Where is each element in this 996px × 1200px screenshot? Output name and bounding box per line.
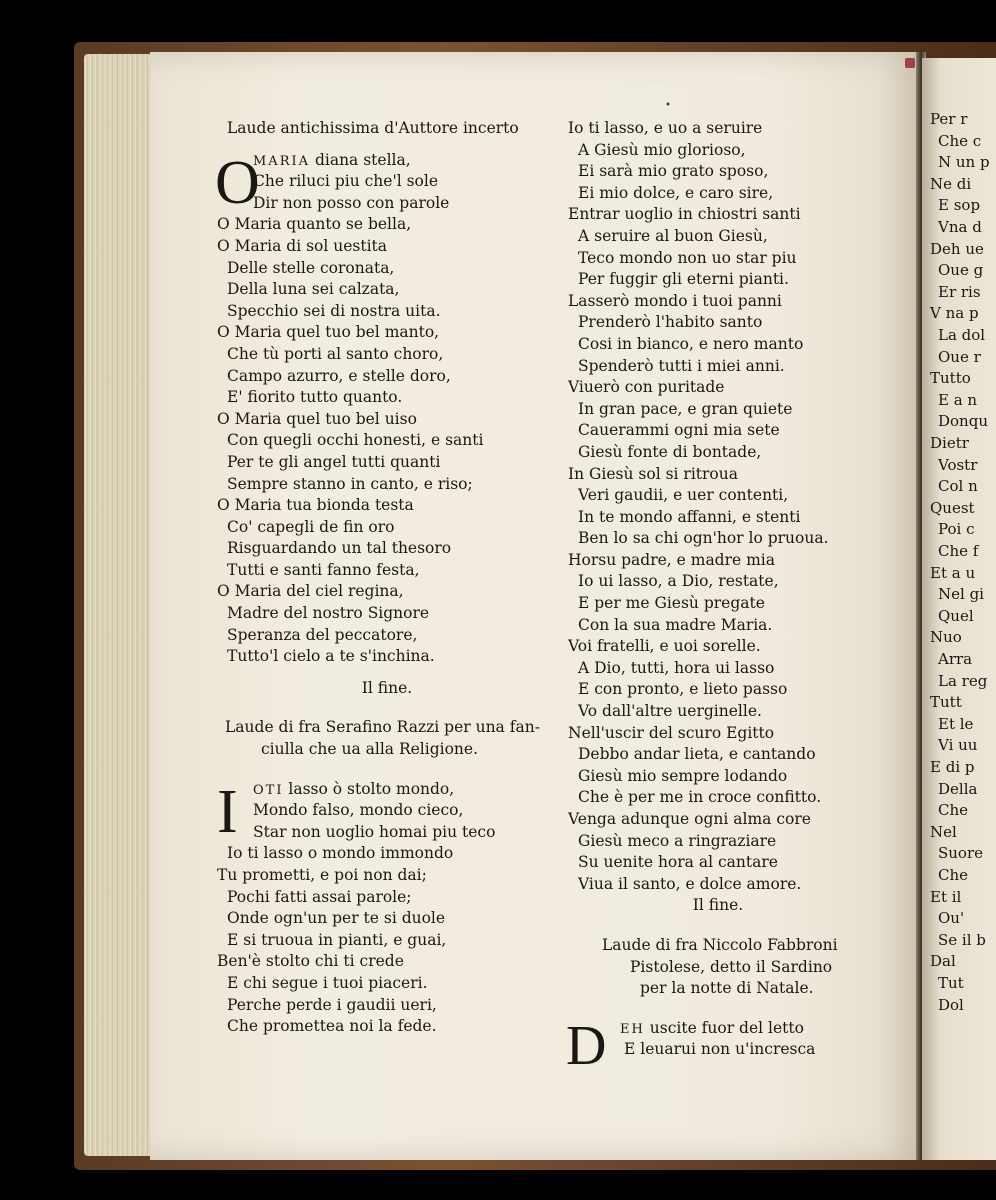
poem-line: Tu prometti, e poi non dai; — [217, 866, 427, 884]
poem-line: Vo dall'altre uerginelle. — [578, 702, 762, 721]
small-caps-word: EH — [620, 1021, 645, 1037]
poem-line: Dir non posso con parole — [253, 193, 450, 212]
poem-line: Io ti lasso o mondo immondo — [227, 844, 454, 863]
poem-line: O Maria tua bionda testa — [217, 496, 414, 515]
poem-line: Giesù meco a ringraziare — [578, 831, 777, 850]
poem-line: Prenderò l'habito santo — [578, 313, 763, 332]
poem-line: Tutti e santi fanno festa, — [227, 560, 420, 579]
poem-line: In te mondo affanni, e stenti — [578, 507, 801, 526]
poem-line: Pochi fatti assai parole; — [227, 887, 412, 906]
poem-line-text: uscite fuor del letto — [649, 1018, 804, 1037]
poem-heading: Laude antichissima d'Auttore incerto — [227, 119, 519, 137]
poem-heading: Laude di fra Niccolo Fabbroni — [602, 935, 838, 954]
poem-line: Nell'uscir del scuro Egitto — [568, 723, 775, 742]
poem-line: Lasserò mondo i tuoi panni — [568, 291, 782, 310]
facing-page-line: Che — [938, 866, 969, 884]
poem-line: Veri gaudii, e uer contenti, — [578, 486, 789, 505]
poem-line: A Dio, tutti, hora ui lasso — [578, 658, 775, 677]
poem-line: E per me Giesù pregate — [578, 594, 765, 613]
poem-line: Giesù fonte di bontade, — [578, 442, 762, 461]
poem-line: Con quegli occhi honesti, e santi — [227, 431, 484, 450]
poem-opening — [217, 779, 562, 844]
poem-line: Spenderò tutti i miei anni. — [578, 356, 785, 375]
poem-line-text: lasso ò stolto mondo, — [288, 779, 455, 798]
poem-line: Ben'è stolto chi ti crede — [217, 952, 404, 971]
poem-line: Che è per me in croce confitto. — [578, 788, 822, 807]
poem-heading: ciulla che ua alla Religione. — [261, 740, 478, 759]
poem-line: Che tù porti al santo choro, — [227, 344, 444, 363]
facing-page-line: Nel — [930, 822, 957, 841]
poem-line: Risguardando un tal thesoro — [227, 539, 452, 558]
poem-line: Io ti lasso, e uo a seruire — [568, 119, 763, 137]
poem-line: Co' capegli de fin oro — [227, 517, 395, 536]
poem-line: E con pronto, e lieto passo — [578, 680, 788, 699]
facing-page-line: Nuo — [930, 628, 962, 647]
poem-heading: Pistolese, detto il Sardino — [630, 957, 833, 976]
facing-page-line: Et a u — [930, 563, 976, 582]
facing-page-line: Oue g — [938, 261, 984, 280]
facing-page-line: Col n — [938, 477, 978, 496]
facing-page-line: Della — [938, 779, 978, 798]
facing-page — [922, 58, 996, 1160]
poem-line: Viuerò con puritade — [568, 378, 725, 397]
facing-page-line: Tut — [938, 974, 964, 992]
poem-line: Debbo andar lieta, e cantando — [578, 745, 816, 764]
poem-line: O Maria di sol uestita — [217, 236, 388, 255]
poem-line: Della luna sei calzata, — [227, 280, 400, 299]
poem-line: Cosi in bianco, e nero manto — [578, 334, 804, 353]
poem-line: Delle stelle coronata, — [227, 258, 395, 277]
facing-page-line: Quel — [938, 606, 974, 625]
fine-label: Il fine. — [361, 678, 413, 697]
poem-line: Io ui lasso, a Dio, restate, — [578, 572, 779, 591]
poem-line: Giesù mio sempre lodando — [578, 766, 788, 785]
poem-line: O Maria quel tuo bel uiso — [217, 409, 417, 428]
poem-line: Per fuggir gli eterni pianti. — [578, 270, 789, 289]
facing-page-line: Che f — [938, 542, 979, 560]
facing-page-line: Nel gi — [938, 585, 984, 604]
facing-page-line: Che c — [938, 131, 982, 150]
facing-page-line: Se il b — [938, 930, 986, 949]
facing-page-line: Donqu — [938, 412, 988, 431]
poem-line — [217, 779, 562, 801]
facing-page-line: Vostr — [938, 455, 978, 474]
facing-page-line: V na p — [930, 304, 979, 323]
facing-page-line: Oue r — [938, 347, 981, 366]
poem-line: Onde ogn'un per te si duole — [227, 909, 446, 928]
poem-line: Venga adunque ogni alma core — [568, 810, 811, 828]
poem-line: Tutto'l cielo a te s'inchina. — [227, 647, 435, 666]
poem-heading: per la notte di Natale. — [640, 979, 814, 998]
poem-line: Specchio sei di nostra uita. — [227, 301, 441, 320]
poem-line: O Maria del ciel regina, — [217, 582, 404, 601]
facing-page-line: E a n — [938, 390, 978, 409]
poem-line: Voi fratelli, e uoi sorelle. — [568, 637, 761, 656]
poem-line: Entrar uoglio in chiostri santi — [568, 205, 801, 224]
facing-page-line: Er ris — [938, 282, 981, 301]
poem-line — [568, 1018, 908, 1040]
facing-page-line: Dol — [938, 995, 964, 1014]
poem-line: Ben lo sa chi ogn'hor lo pruoua. — [578, 529, 829, 548]
poem-line: In Giesù sol si ritroua — [568, 464, 738, 483]
facing-page-line: Tutt — [930, 693, 962, 712]
poem-line: Per te gli angel tutti quanti — [227, 452, 441, 471]
poem-line-text: diana stella, — [314, 150, 411, 169]
poem-line: O Maria quanto se bella, — [217, 215, 412, 234]
poem-line: Star non uoglio homai piu teco — [253, 822, 496, 841]
facing-page-line: Dietr — [930, 434, 969, 452]
ribbon-marker — [905, 58, 915, 68]
poem-line: Che promettea noi la fede. — [227, 1017, 437, 1036]
poem-line: O Maria quel tuo bel manto, — [217, 323, 440, 342]
facing-page-line: Poi c — [938, 520, 975, 539]
poem-line: Mondo falso, mondo cieco, — [253, 801, 464, 820]
poem-opening — [566, 1014, 908, 1077]
poem-line: Che riluci piu che'l sole — [253, 172, 439, 191]
facing-page-line: N un p — [938, 153, 990, 172]
poem-line: Sempre stanno in canto, e riso; — [227, 474, 473, 493]
poem-line: Ei mio dolce, e caro sire, — [578, 183, 774, 202]
fine-label: Il fine. — [692, 896, 744, 915]
poem-line: Viua il santo, e dolce amore. — [578, 874, 802, 893]
poem-line: Ei sarà mio grato sposo, — [578, 162, 769, 181]
poem-line: Madre del nostro Signore — [227, 604, 430, 623]
facing-page-line: Tutto — [930, 369, 971, 388]
small-caps-word: MARIA — [253, 153, 311, 169]
facing-page-line: La reg — [938, 671, 988, 690]
facing-page-line: E sop — [938, 196, 981, 215]
poem-line: E chi segue i tuoi piaceri. — [227, 973, 428, 992]
facing-page-line: Vna d — [938, 218, 982, 236]
left-column — [217, 118, 562, 1038]
page-mark: • — [665, 100, 671, 111]
facing-page-line: Dal — [930, 952, 956, 971]
facing-page-line: Et il — [930, 887, 962, 906]
poem-line: Campo azurro, e stelle doro, — [227, 366, 451, 385]
poem-line: In gran pace, e gran quiete — [578, 399, 793, 418]
poem-line: Su uenite hora al cantare — [578, 853, 778, 872]
poem-line: Cauerammi ogni mia sete — [578, 421, 780, 440]
right-column — [566, 118, 908, 1077]
poem-opening — [217, 150, 562, 215]
drop-cap-letter: O — [215, 148, 260, 217]
drop-cap-letter: D — [566, 1014, 607, 1077]
facing-page-line: La dol — [938, 326, 986, 344]
facing-page-line: Che — [938, 801, 969, 820]
poem-line: Speranza del peccatore, — [227, 625, 418, 644]
poem-line: Horsu padre, e madre mia — [568, 550, 776, 569]
poem-line: E' fiorito tutto quanto. — [227, 388, 403, 407]
poem-line — [217, 150, 562, 172]
poem-line: A seruire al buon Giesù, — [578, 226, 768, 245]
poem-line: Perche perde i gaudii ueri, — [227, 995, 437, 1014]
facing-page-line: Ou' — [938, 909, 965, 928]
facing-page-line: Deh ue — [930, 239, 984, 258]
poem-line: Teco mondo non uo star piu — [578, 248, 797, 267]
poem-line: Con la sua madre Maria. — [578, 615, 773, 634]
facing-page-line: Et le — [938, 714, 974, 733]
facing-page-line: E di p — [930, 758, 975, 776]
facing-page-line: Ne di — [930, 174, 972, 193]
small-caps-word: OTI — [253, 782, 284, 798]
drop-cap-letter: I — [217, 777, 238, 846]
facing-page-line: Arra — [938, 650, 973, 668]
poem-line: E leuarui non u'incresca — [624, 1040, 816, 1059]
facing-page-line: Quest — [930, 498, 975, 517]
facing-page-line: Per r — [930, 110, 968, 128]
poem-heading: Laude di fra Serafino Razzi per una fan- — [225, 718, 540, 737]
poem-line: A Giesù mio glorioso, — [578, 140, 746, 159]
facing-page-line: Vi uu — [938, 736, 978, 755]
poem-line: E si truoua in pianti, e guai, — [227, 930, 447, 949]
facing-page-line: Suore — [938, 844, 984, 863]
